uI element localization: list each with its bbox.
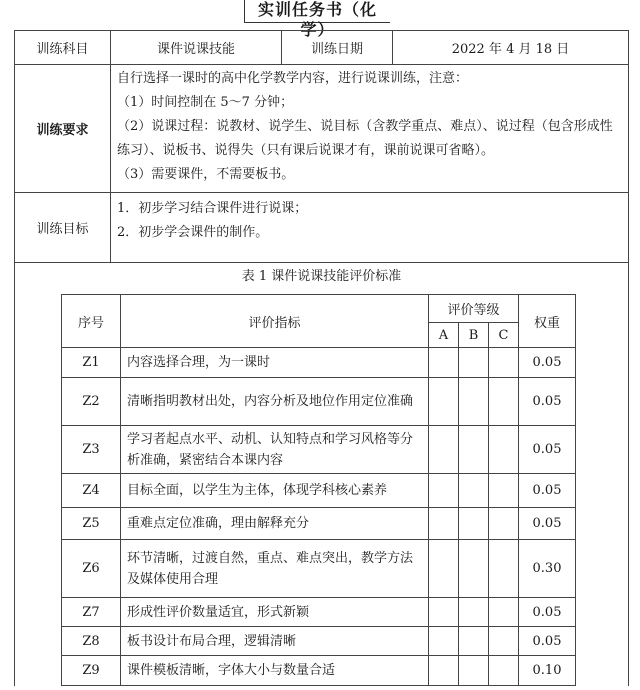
row-weight: 0.05	[519, 627, 576, 656]
row-code: Z4	[62, 474, 121, 508]
header-grade: 评价等级	[429, 295, 519, 323]
row-indicator: 板书设计布局合理，逻辑清晰	[121, 627, 429, 656]
grade-a-cell	[429, 378, 459, 426]
goals-text	[111, 193, 629, 263]
grade-a-cell	[429, 598, 459, 627]
grade-c-cell	[489, 598, 519, 627]
grade-b-cell	[459, 656, 489, 686]
grade-b-cell	[459, 508, 489, 540]
row-code: Z1	[62, 348, 121, 378]
grade-c-cell	[489, 348, 519, 378]
grade-c-cell	[489, 508, 519, 540]
row-indicator: 环节清晰，过渡自然，重点、难点突出，教学方法及媒体使用合理	[121, 540, 429, 598]
date-label: 训练日期	[282, 31, 393, 65]
grade-c-cell	[489, 426, 519, 474]
table-row	[62, 627, 576, 656]
grade-b-cell	[459, 540, 489, 598]
grade-c-cell	[489, 378, 519, 426]
table-row	[62, 378, 576, 426]
grade-b-cell	[459, 474, 489, 508]
grade-a-cell	[429, 508, 459, 540]
document-title: 实训任务书（化学）	[244, 0, 390, 23]
evaluation-row	[15, 263, 629, 687]
grade-b-cell	[459, 627, 489, 656]
row-indicator: 学习者起点水平、动机、认知特点和学习风格等分析准确，紧密结合本课内容	[121, 426, 429, 474]
evaluation-caption: 表 1 课件说课技能评价标准	[241, 269, 402, 284]
row-weight: 0.30	[519, 540, 576, 598]
table-row	[62, 348, 576, 378]
grade-a-cell	[429, 627, 459, 656]
evaluation-table	[61, 294, 576, 686]
goal-line: 2．初步学会课件的制作。	[117, 225, 269, 240]
date-value: 2022 年 4 月 18 日	[393, 31, 629, 65]
grade-c-cell	[489, 474, 519, 508]
grade-a-cell	[429, 348, 459, 378]
subject-label: 训练科目	[15, 31, 111, 65]
row-weight: 0.05	[519, 426, 576, 474]
grade-b-cell	[459, 348, 489, 378]
row-code: Z8	[62, 627, 121, 656]
grade-a-cell	[429, 540, 459, 598]
requirements-text	[111, 65, 629, 193]
row-weight: 0.10	[519, 656, 576, 686]
requirement-line: （3）需要课件，不需要板书。	[117, 167, 295, 182]
row-code: Z5	[62, 508, 121, 540]
info-row	[15, 31, 629, 65]
grade-c-cell	[489, 656, 519, 686]
row-weight: 0.05	[519, 378, 576, 426]
eval-header-row	[62, 295, 576, 323]
row-indicator: 目标全面，以学生为主体，体现学科核心素养	[121, 474, 429, 508]
grade-c-cell	[489, 540, 519, 598]
evaluation-section	[15, 263, 629, 687]
header-weight: 权重	[519, 295, 576, 348]
requirements-label: 训练要求	[15, 65, 111, 193]
table-row	[62, 656, 576, 686]
table-row	[62, 598, 576, 627]
requirements-row	[15, 65, 629, 193]
goals-label: 训练目标	[15, 193, 111, 263]
grade-a-cell	[429, 474, 459, 508]
row-code: Z6	[62, 540, 121, 598]
grade-a-cell	[429, 656, 459, 686]
row-code: Z3	[62, 426, 121, 474]
grade-a-cell	[429, 426, 459, 474]
grade-c-cell	[489, 627, 519, 656]
requirement-line: （2）说课过程：说教材、说学生、说目标（含教学重点、难点）、说过程（包含形成性练习）、说板书、说得失（只有课后说课才有，课前说课可省略）。	[117, 119, 613, 158]
table-row	[62, 508, 576, 540]
row-weight: 0.05	[519, 508, 576, 540]
header-grade-a: A	[429, 323, 459, 348]
goal-line: 1．初步学习结合课件进行说课；	[117, 201, 308, 216]
header-no: 序号	[62, 295, 121, 348]
header-indicator: 评价指标	[121, 295, 429, 348]
row-weight: 0.05	[519, 348, 576, 378]
goals-row	[15, 193, 629, 263]
row-weight: 0.05	[519, 474, 576, 508]
requirement-line: 自行选择一课时的高中化学教学内容，进行说课训练，注意：	[117, 71, 469, 86]
row-indicator: 内容选择合理，为一课时	[121, 348, 429, 378]
table-row	[62, 474, 576, 508]
row-indicator: 重难点定位准确，理由解释充分	[121, 508, 429, 540]
grade-b-cell	[459, 598, 489, 627]
grade-b-cell	[459, 378, 489, 426]
header-grade-b: B	[459, 323, 489, 348]
eval-body	[62, 348, 576, 686]
header-grade-c: C	[489, 323, 519, 348]
row-indicator: 清晰指明教材出处，内容分析及地位作用定位准确	[121, 378, 429, 426]
table-row	[62, 426, 576, 474]
row-code: Z9	[62, 656, 121, 686]
row-weight: 0.05	[519, 598, 576, 627]
requirement-line: （1）时间控制在 5～7 分钟；	[117, 95, 294, 110]
task-form	[14, 30, 629, 686]
row-indicator: 课件模板清晰，字体大小与数量合适	[121, 656, 429, 686]
row-code: Z7	[62, 598, 121, 627]
row-code: Z2	[62, 378, 121, 426]
table-row	[62, 540, 576, 598]
subject-value: 课件说课技能	[111, 31, 282, 65]
grade-b-cell	[459, 426, 489, 474]
row-indicator: 形成性评价数量适宜，形式新颖	[121, 598, 429, 627]
